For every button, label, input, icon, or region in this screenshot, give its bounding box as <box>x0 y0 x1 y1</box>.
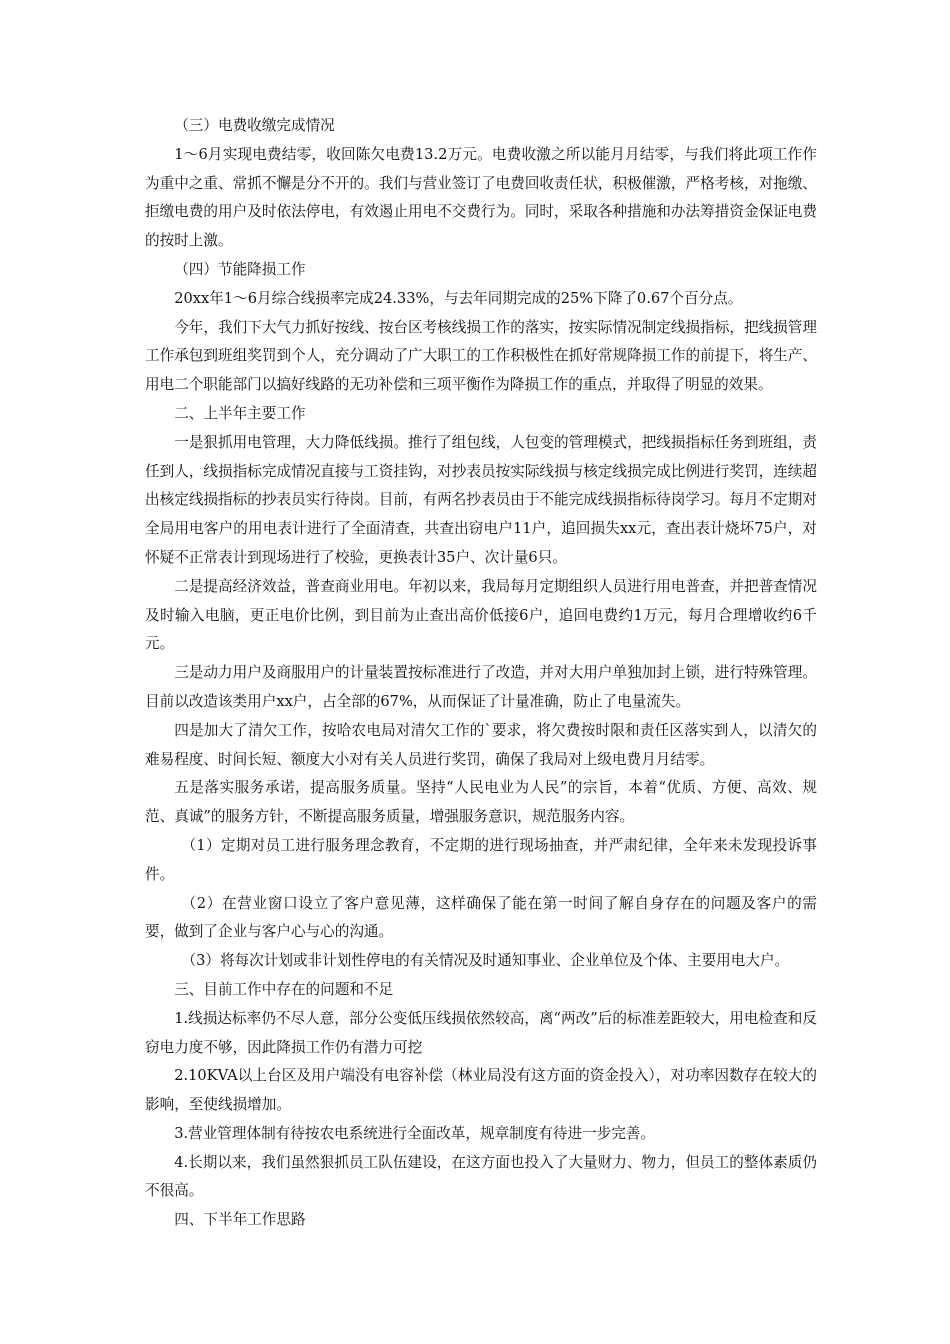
section-heading-problems: 三、目前工作中存在的问题和不足 <box>174 980 394 998</box>
paragraph-problem-3: 3.营业管理体制有待按农电系统进行全面改革，规章制度有待进一步完善。 <box>174 1124 656 1142</box>
heading-energy-saving: （四）节能降损工作 <box>174 260 306 278</box>
paragraph-problem-1: 1.线损达标率仍不尽人意，部分公变低压线损依然较高，离“两改”后的标准差距较大，用电检查和反窃电力度不够，因此降损工作仍有潜力可挖 <box>145 1009 817 1056</box>
paragraph-work-item-5: 五是落实服务承诺，提高服务质量。坚持“人民电业为人民”的宗旨，本着“优质、方便、高效、规范、真诚”的服务方针，不断提高服务质量，增强服务意识，规范服务内容。 <box>145 779 817 826</box>
paragraph-problem-4: 4.长期以来，我们虽然狠抓员工队伍建设，在这方面也投入了大量财力、物力，但员工的整体素质仍不很高。 <box>145 1153 817 1200</box>
paragraph-work-item-3: 三是动力用户及商服用户的计量装置按标准进行了改造，并对大用户单独加封上锁，进行特殊管理。目前以改造该类用户xx户，占全部的67%，从而保证了计量准确，防止了电量流失。 <box>145 664 817 710</box>
paragraph-work-item-1: 一是狠抓用电管理，大力降低线损。推行了组包线，人包变的管理模式，把线损指标任务到班组，责任到人，线损指标完成情况直接与工资挂钩，对抄表员按实际线损与核定线损完成比例进行奖罚，连续超出核定线损指标的抄表员实行待岗。目前，有两名抄表员由于不能完成线损指标待岗学习。每月不定期对全局用电客户的用电表计进行了全面清查，共查出窃电户11户，追回损失xx元，查出表计烧坏75户，对怀疑不正常表计到现场进行了校验，更换表计35户、次计量6只。 <box>145 433 817 566</box>
paragraph-work-item-4: 四是加大了清欠工作，按哈农电局对清欠工作的`要求，将欠费按时限和责任区落实到人，以清欠的难易程度、时间长短、额度大小对有关人员进行奖罚，确保了我局对上级电费月月结零。 <box>145 721 817 768</box>
paragraph-fee-collection-details: 1～6月实现电费结零，收回陈欠电费13.2万元。电费收激之所以能月月结零，与我们将此项工作作为重中之重、常抓不懈是分不开的。我们与营业签订了电费回收责任状，积极催激，严格考核，对拖缴、拒缴电费的用户及时依法停电，有效遏止用电不交费行为。同时，采取各种措施和办法筹措资金保证电费的按时上激。 <box>145 145 817 250</box>
paragraph-work-item-2: 二是提高经济效益，普查商业用电。年初以来，我局每月定期组织人员进行用电普查，并把普查情况及时输入电脑，更正电价比例，到目前为止查出高价低接6户，追回电费约1万元，每月合理增收约6千元。 <box>145 577 817 653</box>
paragraph-problem-2: 2.10KVA以上台区及用户端没有电容补偿（林业局没有这方面的资金投入），对功率因数存在较大的影响，至使线损增加。 <box>145 1067 817 1114</box>
section-heading-main-work: 二、上半年主要工作 <box>174 404 306 422</box>
paragraph-line-loss-rate: 20xx年1～6月综合线损率完成24.33%，与去年同期完成的25%下降了0.67个百分点。 <box>174 289 743 307</box>
paragraph-line-loss-management: 今年，我们下大气力抓好按线、按台区考核线损工作的落实，按实际情况制定线损指标，把线损管理工作承包到班组奖罚到个人，充分调动了广大职工的工作积极性在抓好常规降损工作的前提下，将生产、用电二个职能部门以搞好线路的无功补偿和三项平衡作为降损工作的重点，并取得了明显的效果。 <box>145 318 817 394</box>
heading-electricity-fee-collection: （三）电费收缴完成情况 <box>174 117 335 134</box>
paragraph-service-sub-2: （2）在营业窗口设立了客户意见薄，这样确保了能在第一时间了解自身存在的问题及客户的需要，做到了企业与客户心与心的沟通。 <box>145 894 817 941</box>
paragraph-service-sub-1: （1）定期对员工进行服务理念教育，不定期的进行现场抽查，并严肃纪律，全年来未发现投诉事件。 <box>145 836 817 883</box>
paragraph-service-sub-3: （3）将每次计划或非计划性停电的有关情况及时通知事业、企业单位及个体、主要用电大户。 <box>181 952 790 970</box>
section-heading-next-half: 四、下半年工作思路 <box>174 1211 306 1229</box>
document-body <box>145 112 817 1235</box>
